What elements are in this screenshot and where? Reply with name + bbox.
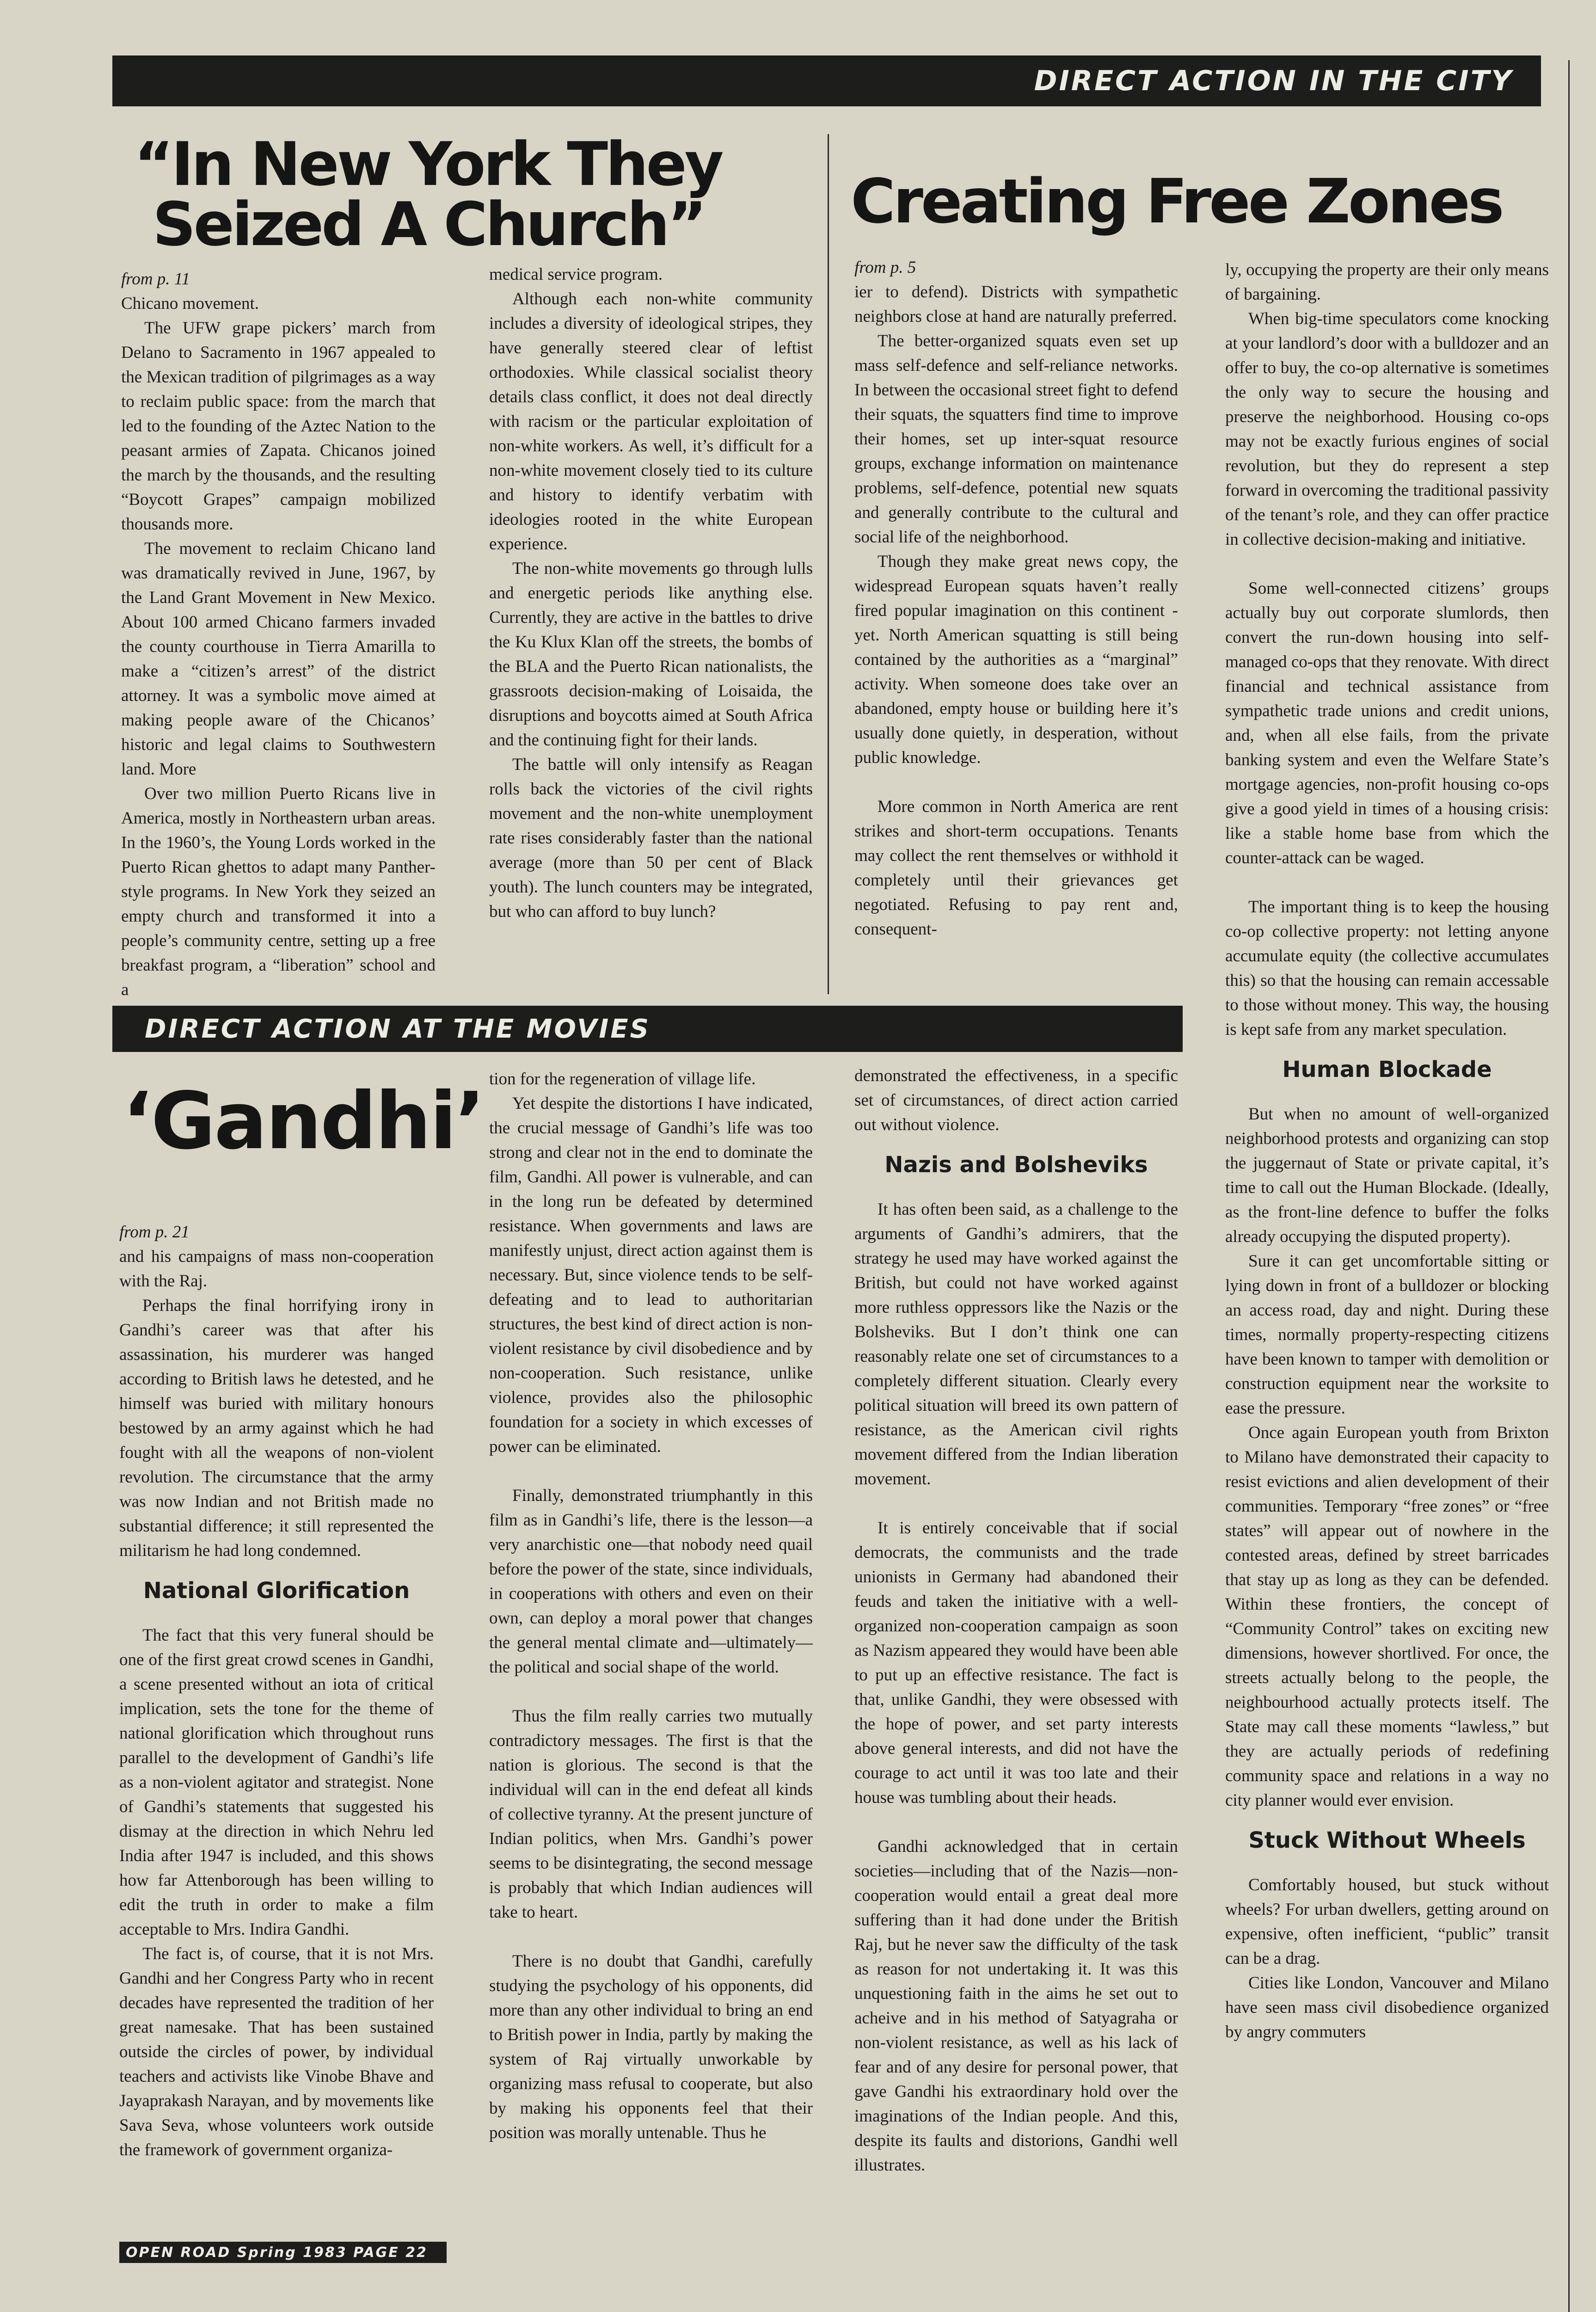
column-rule [828, 134, 829, 994]
headline-free-zones: Creating Free Zones [851, 166, 1502, 237]
paragraph: It is entirely conceivable that if social democrats, the communists and the trade unionists in Germany had abandoned their feuds and taken the initiative with a well-organized non-cooperation campaign as soon as Nazism appeared they would have been able to put up an effective resistance. The fact is that, unlike Gandhi, they were obsessed with the hope of power, and set party interests above general interests, and did not have the courage to act until it was too late and their house was tumbling about their heads. [854, 1519, 1178, 1807]
paragraph: The important thing is to keep the housing co-op collective property: not letting anyone accumulate equity (the collective accumulates this) so that the housing can remain accessable to those without money. This way, the housing is kept safe from any market speculation. [1225, 898, 1549, 1039]
paragraph: There is no doubt that Gandhi, carefully studying the psychology of his opponents, did more than any other individual to bring an end to British power in India, partly by making the system of Raj virtually unworkable by organizing mass refusal to cooperate, but also by making his opponents feel that their position was morally untenable. Thus he [489, 1952, 813, 2142]
paragraph: Though they make great news copy, the widespread European squats haven’t really fired popular imagination on this continent - yet. North American squatting is still being contained by the authorities as a “marginal” activity. When someone does take over an abandoned, empty house or building here it’s usually done quietly, in desperation, without public knowledge. [854, 552, 1178, 767]
section-banner-city: DIRECT ACTION IN THE CITY [112, 55, 1541, 106]
paragraph: medical service program. [489, 265, 663, 284]
continued-from: from p. 21 [119, 1223, 190, 1242]
paragraph: Thus the film really carries two mutually contradictory messages. The first is that the nation is glorious. The second is that the individual will can in the end defeat all kinds of collective tyranny. At the present juncture of Indian politics, when Mrs. Gandhi’s power seems to be disintegrating, the second message is probably that which Indian audiences will take to heart. [489, 1707, 813, 1922]
gandhi-column-2 [489, 1067, 813, 2145]
paragraph: ly, occupying the property are their only means of bargaining. [1225, 260, 1549, 304]
paragraph: Gandhi acknowledged that in certain societies—including that of the Nazis—non-cooperation would entail a great deal more suffering than it had done under the British Raj, but he never saw the difficulty of the task as reason for not undertaking it. It was this unquestioning faith in the aims he set out to acheive and in his method of Satyagraha or non-violent resistance, as well as his lack of fear and of any desire for personal power, that gave Gandhi his extraordinary hold over the imaginations of the Indian people. And this, despite its faults and distorions, Gandhi well illustrates. [854, 1837, 1178, 2175]
subheading-stuck-without-wheels: Stuck Without Wheels [1248, 1827, 1526, 1853]
paragraph: Some well-connected citizens’ groups actually buy out corporate slumlords, then convert the run-down housing into self-managed co-ops that they renovate. With direct financial and technical assistance from sympathetic trade unions and credit unions, and, when all else fails, from the private banking system and even the Welfare State’s mortgage agencies, non-profit housing co-ops give a good yield in times of a housing crisis: like a stable home base from which the counter-attack can be waged. [1225, 579, 1549, 867]
paragraph: Once again European youth from Brixton to Milano have demonstrated their capacity to resist evictions and alien development of their communities. Temporary “free zones” or “free states” will appear out of nowhere in the contested areas, defined by street barricades that stay up as long as they can be defended. Within these frontiers, the concept of “Community Control” takes on exciting new dimensions, however shortlived. For once, the streets actually belong to the people, the neighbourhood actually protects itself. The State may call these moments “lawless,” but they are actually periods of redefining community space and relations in a way no city planner would ever envision. [1225, 1423, 1549, 1810]
paragraph: The UFW grape pickers’ march from Delano to Sacramento in 1967 appealed to the Mexican tradition of pilgrimages as a way to reclaim public space: from the march that led to the founding of the Aztec Nation to the peasant armies of Zapata. Chicanos joined the march by the thousands, and the resulting “Boycott Grapes” campaign mobilized thousands more. [121, 319, 436, 534]
page-footer: OPEN ROAD Spring 1983 PAGE 22 [119, 2242, 447, 2263]
headline-church [134, 129, 722, 259]
continued-from: from p. 5 [854, 258, 916, 277]
paragraph: But when no amount of well-organized neighborhood protests and organizing can stop the juggernaut of State or private capital, it’s time to call out the Human Blockade. (Ideally, as the front-line defence to buffer the folks already occupying the disputed property). [1225, 1105, 1549, 1246]
gandhi-column-1 [119, 1220, 434, 2162]
zones-column-1 [854, 255, 1178, 941]
paragraph: and his campaigns of mass non-cooperation with the Raj. [119, 1247, 434, 1291]
paragraph: The non-white movements go through lulls and energetic periods like anything else. Currently, they are active in the battles to drive the Ku Klux Klan off the streets, the bombs of the BLA and the Puerto Rican nationalists, the grassroots decision-making of Loisaida, the disruptions and boycotts aimed at South Africa and the continuing fight for their lands. [489, 559, 813, 750]
paragraph: Sure it can get uncomfortable sitting or lying down in front of a bulldozer or blocking an access road, day and night. During these times, normally property-respecting citizens have been known to tamper with demolition or construction equipment near the worksite to ease the pressure. [1225, 1252, 1549, 1418]
subheading-nazis-bolsheviks: Nazis and Bolsheviks [884, 1152, 1148, 1178]
paragraph: Cities like London, Vancouver and Milano have seen mass civil disobedience organized by angry commuters [1225, 1974, 1549, 2041]
paragraph: demonstrated the effectiveness, in a specific set of circumstances, of direct action carried out without violence. [854, 1066, 1178, 1134]
continued-from: from p. 11 [121, 270, 190, 289]
paragraph: Over two million Puerto Ricans live in America, mostly in Northeastern urban areas. In the 1960’s, the Young Lords worked in the Puerto Rican ghettos to adapt many Panther-style programs. In New York they seized an empty church and transformed it into a people’s community centre, setting up a free breakfast program, a “liberation” school and a [121, 784, 436, 999]
right-edge-rule [1568, 60, 1570, 2312]
paragraph: Comfortably housed, but stuck without wheels? For urban dwellers, getting around on expensive, often inefficient, “public” transit can be a drag. [1225, 1875, 1549, 1968]
paragraph: When big-time speculators come knocking at your landlord’s door with a bulldozer and an offer to buy, the co-op alternative is sometimes the only way to secure the housing and preserve the neighborhood. Housing co-ops may not be exactly furious engines of social revolution, but they do represent a step forward in overcoming the traditional passivity of the tenant’s role, and they can offer practice in collective decision-making and initiative. [1225, 309, 1549, 549]
paragraph: Perhaps the final horrifying irony in Gandhi’s career was that after his assassination, his murderer was hanged according to British laws he detested, and he himself was buried with military honours bestowed by an army against which he had fought with all the weapons of non-violent revolution. The circumstance that the army was now Indian and not British made no substantial difference; it still represented the militarism he had long condemned. [119, 1296, 434, 1560]
paragraph: The movement to reclaim Chicano land was dramatically revived in June, 1967, by the Land Grant Movement in New Mexico. About 100 armed Chicano farmers invaded the county courthouse in Tierra Amarilla to make a “citizen’s arrest” of the district attorney. It was a symbolic move aimed at making people aware of the Chicanos’ historic and legal claims to Southwestern land. More [121, 539, 436, 779]
gandhi-column-3 [854, 1064, 1178, 2177]
headline-line-2: Seized A Church” [153, 189, 705, 259]
paragraph: tion for the regeneration of village life. [489, 1070, 756, 1088]
paragraph: It has often been said, as a challenge to the arguments of Gandhi’s admirers, that the strategy he used may have worked against the British, but could not have worked against more ruthless oppressors like the Nazis or the Bolsheviks. But I don’t think one can reasonably relate one set of circumstances to a completely different situation. Clearly every political situation will breed its own pattern of resistance, as the American civil rights movement differed from the Indian liberation movement. [854, 1200, 1178, 1488]
paragraph: The better-organized squats even set up mass self-defence and self-reliance networks. In between the occasional street fight to defend their squats, the squatters find time to improve their homes, set up inter-squat resource groups, exchange information on maintenance problems, self-defence, potential new squats and generally contribute to the cultural and social life of the neighborhood. [854, 332, 1178, 547]
paragraph: ier to defend). Districts with sympathetic neighbors close at hand are naturally preferred. [854, 283, 1178, 326]
paragraph: Although each non-white community includes a diversity of ideological stripes, they have generally steered clear of leftist orthodoxies. While classical socialist theory details class conflict, it does not deal directly with racism or the particular exploitation of non-white workers. As well, it’s difficult for a non-white movement closely tied to its culture and history to identify verbatim with ideologies rooted in the white European experience. [489, 289, 813, 553]
paragraph: Finally, demonstrated triumphantly in this film as in Gandhi’s life, there is the lesson—a very anarchistic one—that nobody need quail before the power of the state, since individuals, in cooperations with others and even on their own, can deploy a moral power that changes the general mental climate and—ultimately—the political and social shape of the world. [489, 1486, 813, 1677]
paragraph: More common in North America are rent strikes and short-term occupations. Tenants may collect the rent themselves or withhold it completely until their grievances get negotiated. Refusing to pay rent and, consequent- [854, 797, 1178, 939]
subheading-national-glorification: National Glorification [143, 1578, 410, 1604]
paragraph: The battle will only intensify as Reagan rolls back the victories of the civil rights movement and the non-white unemployment rate rises considerably faster than the national average (more than 50 per cent of Black youth). The lunch counters may be integrated, but who can afford to buy lunch? [489, 755, 813, 921]
paragraph: The fact that this very funeral should be one of the first great crowd scenes in Gandhi, a scene presented without an iota of critical implication, sets the tone for the theme of national glorification which throughout runs parallel to the development of Gandhi’s life as a non-violent agitator and strategist. None of Gandhi’s statements that suggested his dismay at the direction in which Nehru led India after 1947 is included, and this shows how far Attenborough has been willing to edit the truth in order to make a film acceptable to Mrs. Indira Gandhi. [119, 1626, 434, 1939]
paragraph: Chicano movement. [121, 294, 259, 313]
subheading-human-blockade: Human Blockade [1282, 1057, 1492, 1082]
church-column-2 [489, 262, 813, 924]
paragraph: The fact is, of course, that it is not Mrs. Gandhi and her Congress Party who in recent decades have represented the tradition of her great namesake. That has been sustained outside the circles of power, by individual teachers and activists like Vinobe Bhave and Jayaprakash Narayan, and by movements like Sava Seva, whose volunteers work outside the framework of government organiza- [119, 1944, 434, 2159]
church-column-1 [121, 267, 436, 1002]
headline-gandhi: ‘Gandhi’ [123, 1076, 484, 1167]
headline-line-1: “In New York They [134, 129, 722, 199]
paragraph: Yet despite the distortions I have indicated, the crucial message of Gandhi’s life was too strong and clear not in the end to dominate the film, Gandhi. All power is vulnerable, and can in the long run be defeated by determined resistance. When governments and laws are manifestly unjust, direct action against them is necessary. But, since violence tends to be self-defeating and to lead to authoritarian structures, the best kind of direct action is non-violent resistance by civil disobedience and by non-cooperation. Such resistance, unlike violence, provides also the philosophic foundation for a society in which excesses of power can be eliminated. [489, 1094, 813, 1456]
section-banner-movies: DIRECT ACTION AT THE MOVIES [112, 1006, 1183, 1052]
zones-column-2 [1225, 258, 1549, 2044]
